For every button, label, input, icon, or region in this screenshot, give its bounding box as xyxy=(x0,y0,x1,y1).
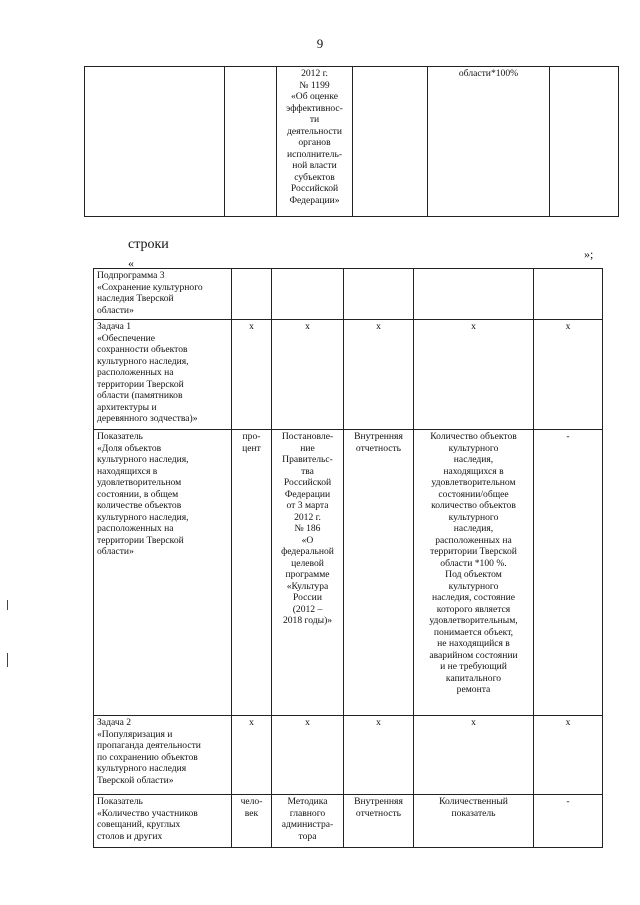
table-cell: - xyxy=(534,795,603,848)
opening-quote-mark: « xyxy=(128,256,134,270)
scan-mark xyxy=(7,653,8,667)
table-cell xyxy=(85,67,225,217)
table-cell: х xyxy=(232,716,272,795)
table-cell xyxy=(272,269,344,320)
table-cell: Количество объектов культурного наследия, находящихся в удовлетворительном состоянии/общее количество объектов культурного наследия, расположенных на территории Тверской области *100 %. Под объектом культурного наследия, состояние которого является удовлетворительным, понимается объект, не находящийся в аварийном состоянии и не требующий капитального ремонта xyxy=(414,430,534,716)
table-cell xyxy=(534,269,603,320)
table-cell: Постановле- ние Правительс- тва Российской Федерации от 3 марта 2012 г. № 186 «О федеральной целевой программе «Культура России (2012 – 2018 годы)» xyxy=(272,430,344,716)
section-word: строки xyxy=(128,237,169,252)
table-cell: Задача 1 «Обеспечение сохранности объектов культурного наследия, расположенных на территории Тверской области (памятников архитектуры и деревянного зодчества)» xyxy=(94,320,232,430)
table-cell xyxy=(414,269,534,320)
table-cell: х xyxy=(344,320,414,430)
table-cell: Методика главного администра- тора xyxy=(272,795,344,848)
table-cell: Внутренняя отчетность xyxy=(344,430,414,716)
table-cell: 2012 г. № 1199 «Об оценке эффективнос- ти деятельности органов исполнитель- ной власти субъектов Российской Федерации» xyxy=(277,67,353,217)
main-table xyxy=(93,268,603,848)
table-row xyxy=(94,320,603,430)
closing-quote-mark: »; xyxy=(584,247,594,261)
table-cell: Количественный показатель xyxy=(414,795,534,848)
table-row xyxy=(94,795,603,848)
table-cell: про- цент xyxy=(232,430,272,716)
page-number: 9 xyxy=(316,36,324,51)
table-cell: Внутренняя отчетность xyxy=(344,795,414,848)
table-row xyxy=(94,430,603,716)
table-cell: х xyxy=(272,320,344,430)
table-cell: х xyxy=(414,716,534,795)
table-cell: х xyxy=(272,716,344,795)
table-row xyxy=(85,67,619,217)
table-cell: х xyxy=(232,320,272,430)
table-cell: Подпрограмма 3 «Сохранение культурного наследия Тверской области» xyxy=(94,269,232,320)
table-cell: - xyxy=(534,430,603,716)
table-cell: Показатель «Количество участников совещаний, круглых столов и других xyxy=(94,795,232,848)
table-cell: чело- век xyxy=(232,795,272,848)
table-cell: Показатель «Доля объектов культурного наследия, находящихся в удовлетворительном состоянии, в общем количестве объектов культурного наследия, расположенных на территории Тверской области» xyxy=(94,430,232,716)
table-cell xyxy=(550,67,619,217)
table-cell: х xyxy=(534,716,603,795)
table-cell: х xyxy=(534,320,603,430)
table-cell: х xyxy=(414,320,534,430)
table-cell xyxy=(344,269,414,320)
table-cell: Задача 2 «Популяризация и пропаганда деятельности по сохранению объектов культурного наследия Тверской области» xyxy=(94,716,232,795)
table-cell: области*100% xyxy=(428,67,550,217)
table-cell xyxy=(353,67,428,217)
table-row xyxy=(94,269,603,320)
table-cell xyxy=(225,67,277,217)
table-cell: х xyxy=(344,716,414,795)
scan-mark xyxy=(7,600,8,610)
table-row xyxy=(94,716,603,795)
table-cell xyxy=(232,269,272,320)
continued-table xyxy=(84,66,619,217)
